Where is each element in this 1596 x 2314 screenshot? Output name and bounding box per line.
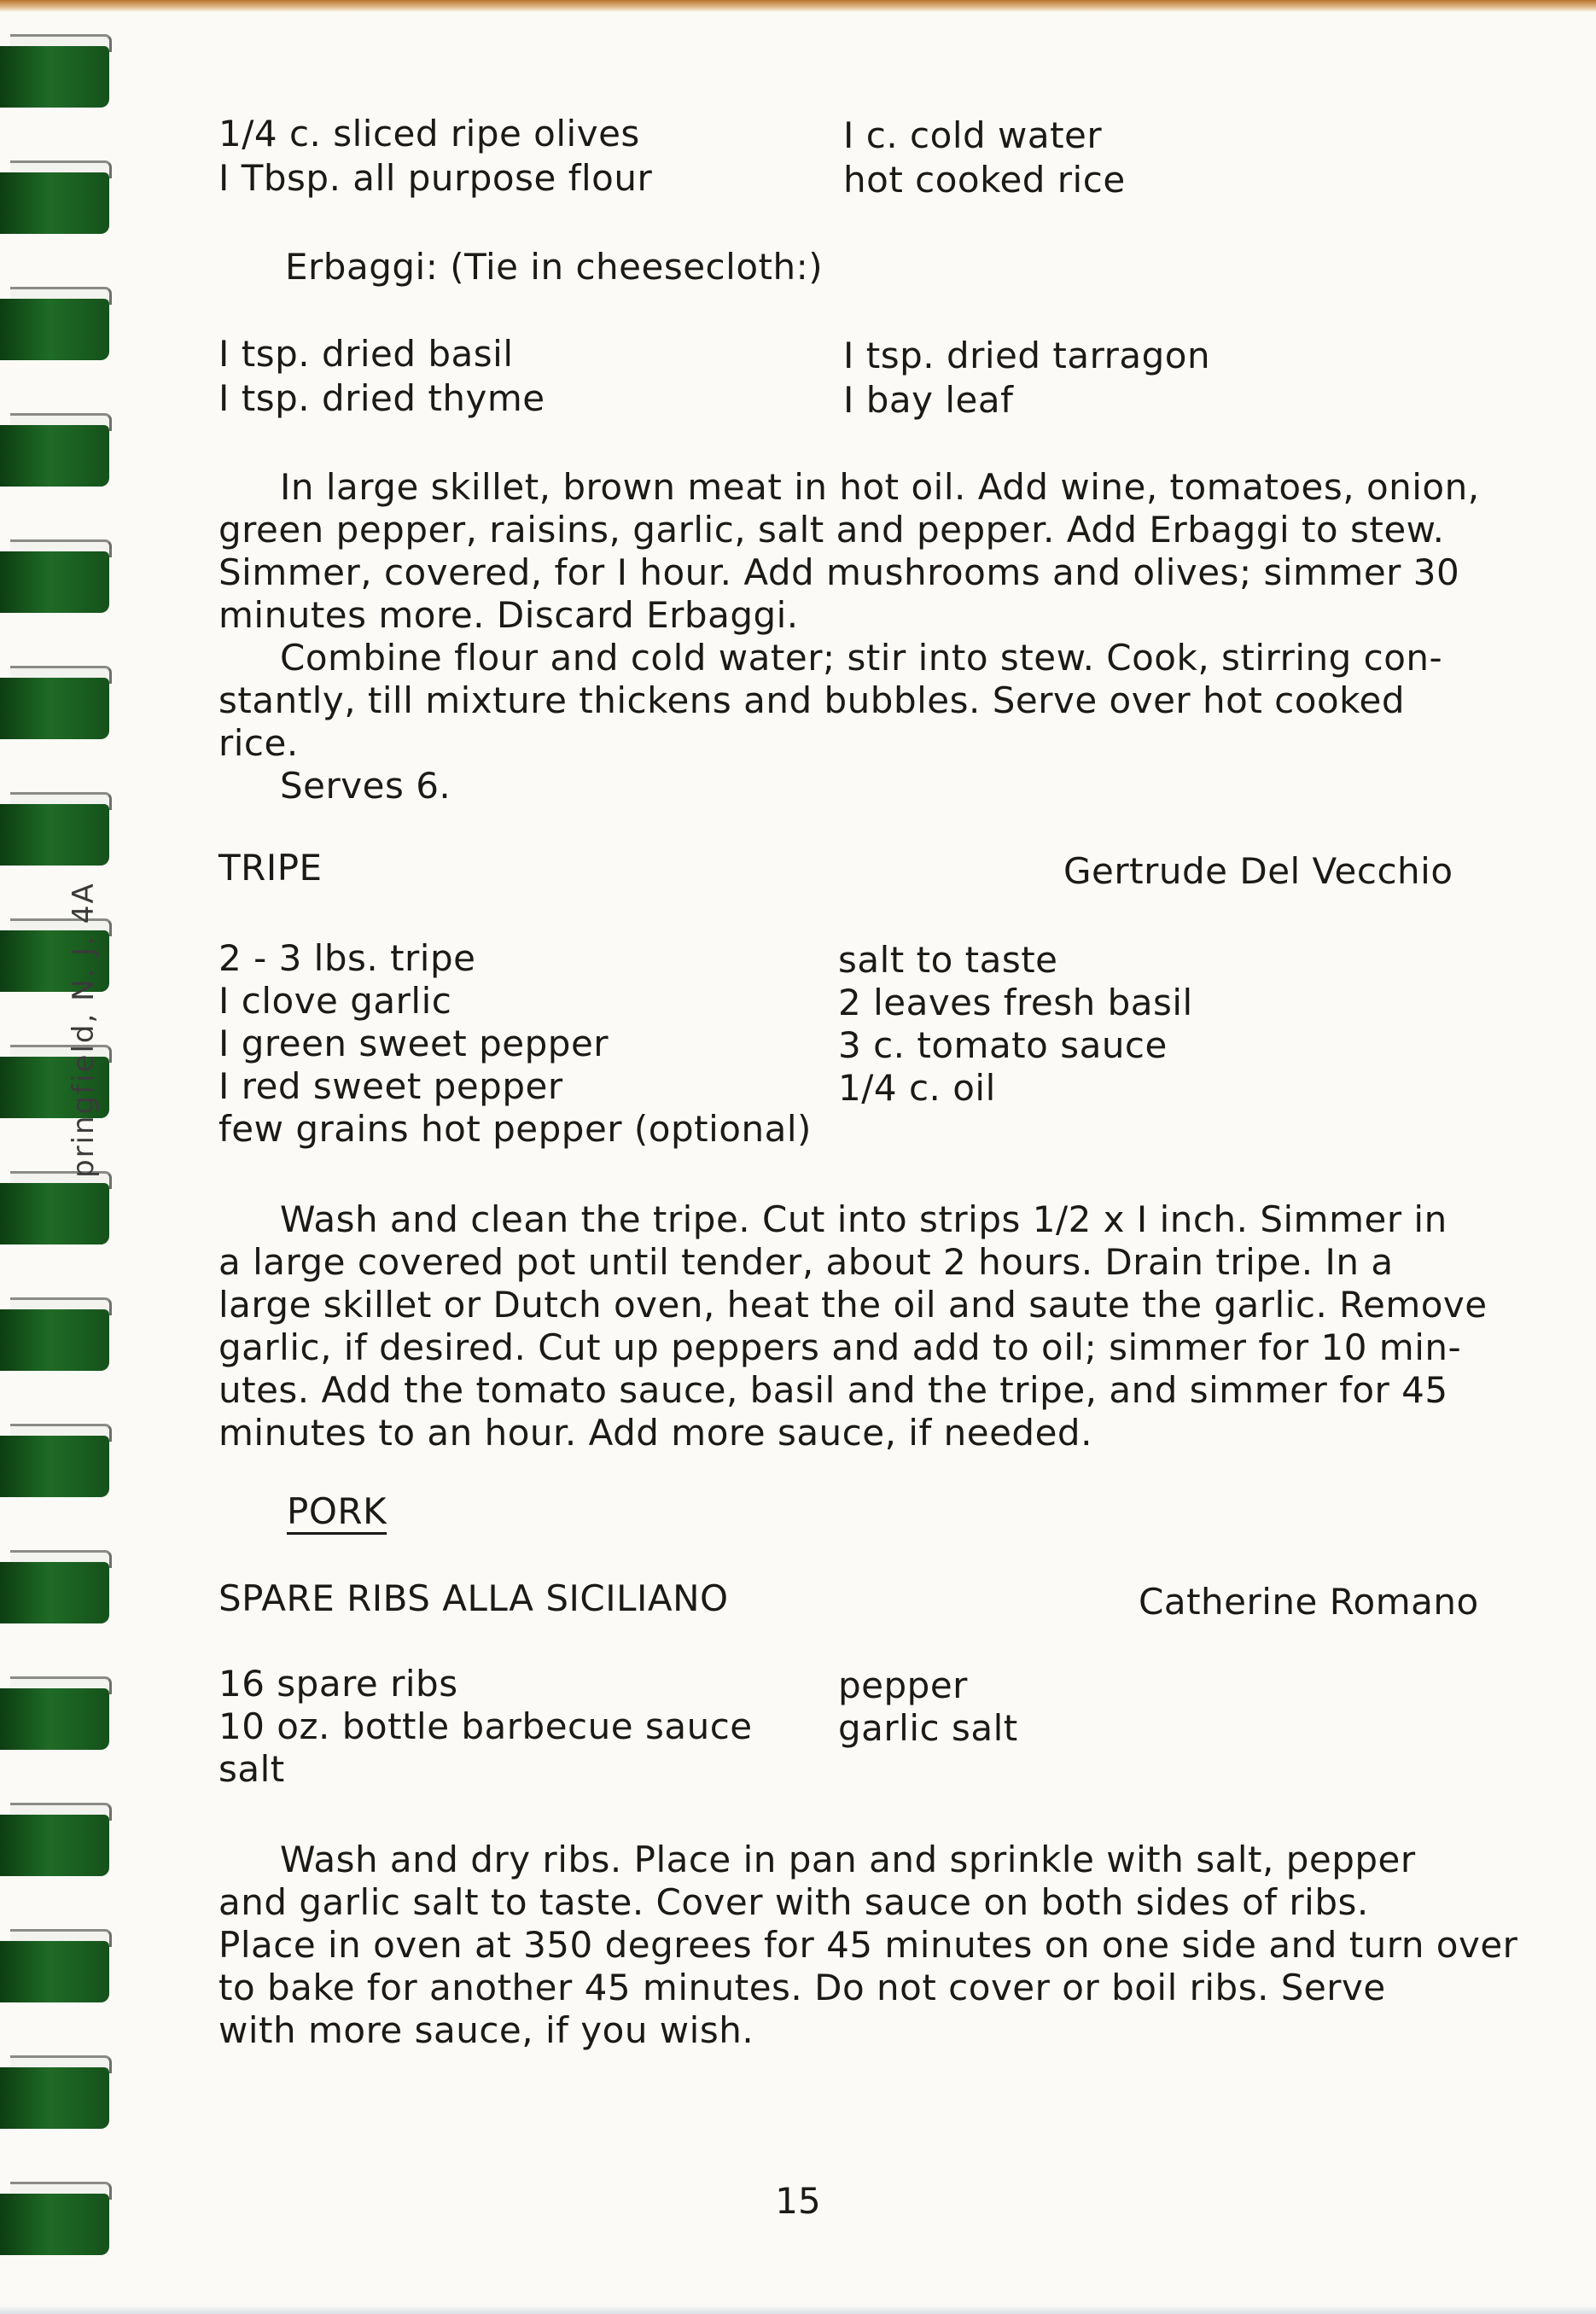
- tripe-author: Gertrude Del Vecchio: [1063, 850, 1453, 892]
- binding-ring: [0, 287, 111, 369]
- tripe-ingredient: I red sweet pepper: [218, 1065, 563, 1107]
- direction-line: Wash and dry ribs. Place in pan and sprinkle with salt, pepper: [280, 1839, 1416, 1880]
- spare-ribs-title: SPARE RIBS ALLA SICILIANO: [218, 1577, 729, 1619]
- tripe-title: TRIPE: [218, 847, 323, 889]
- binding-ring: [0, 1929, 111, 2011]
- direction-line: large skillet or Dutch oven, heat the oil and saute the garlic. Remove: [218, 1284, 1488, 1326]
- binding-ring: [0, 160, 111, 242]
- rice-ingredient: hot cooked rice: [843, 159, 1126, 201]
- stew-directions: [218, 466, 1533, 807]
- spare-ribs-ingredient: salt: [218, 1748, 285, 1790]
- direction-line: and garlic salt to taste. Cover with sauce on both sides of ribs.: [218, 1881, 1369, 1923]
- direction-line: stantly, till mixture thickens and bubbles. Serve over hot cooked: [218, 679, 1405, 721]
- binding-ring: [0, 413, 111, 495]
- direction-line: garlic, if desired. Cut up peppers and add to oil; simmer for 10 min-: [218, 1326, 1462, 1368]
- binding-ring: [0, 1550, 111, 1632]
- direction-line: Simmer, covered, for I hour. Add mushrooms and olives; simmer 30: [218, 551, 1460, 593]
- binding-ring: [0, 1803, 111, 1885]
- direction-line: a large covered pot until tender, about 2 hours. Drain tripe. In a: [218, 1241, 1394, 1283]
- basil-ingredient: I tsp. dried basil: [218, 333, 514, 375]
- binding-ring: [0, 1171, 111, 1253]
- section-heading-pork: PORK: [287, 1490, 387, 1532]
- page-bottom-edge: [0, 2305, 1596, 2314]
- binding-ring: [0, 2055, 111, 2137]
- binding-ring: [0, 539, 111, 621]
- page-number: 15: [775, 2180, 821, 2222]
- thyme-ingredient: I tsp. dried thyme: [218, 377, 545, 419]
- direction-line: rice.: [218, 722, 299, 764]
- tripe-ingredient: 3 c. tomato sauce: [838, 1024, 1168, 1066]
- bay-leaf-ingredient: I bay leaf: [843, 379, 1014, 421]
- tripe-ingredient: 1/4 c. oil: [838, 1067, 996, 1109]
- direction-line: green pepper, raisins, garlic, salt and pepper. Add Erbaggi to stew.: [218, 509, 1445, 551]
- binding-ring: [0, 1676, 111, 1758]
- binding-ring: [0, 1297, 111, 1379]
- binding-ring: [0, 1424, 111, 1506]
- spare-ribs-ingredient: garlic salt: [838, 1707, 1018, 1749]
- spare-ribs-author: Catherine Romano: [1139, 1581, 1479, 1623]
- spare-ribs-ingredient: 10 oz. bottle barbecue sauce: [218, 1705, 753, 1747]
- tripe-ingredient: 2 - 3 lbs. tripe: [218, 937, 476, 979]
- tarragon-ingredient: I tsp. dried tarragon: [843, 335, 1211, 376]
- spare-ribs-ingredient: pepper: [838, 1664, 968, 1706]
- direction-line: Place in oven at 350 degrees for 45 minutes on one side and turn over: [218, 1924, 1518, 1966]
- direction-line: Wash and clean the tripe. Cut into strips 1/2 x I inch. Simmer in: [280, 1198, 1447, 1240]
- page-top-edge: [0, 0, 1596, 12]
- flour-ingredient: I Tbsp. all purpose flour: [218, 157, 653, 199]
- tripe-ingredient: few grains hot pepper (optional): [218, 1108, 812, 1150]
- direction-line: minutes more. Discard Erbaggi.: [218, 594, 799, 636]
- direction-line: with more sauce, if you wish.: [218, 2009, 754, 2051]
- tripe-directions: [218, 1198, 1533, 1454]
- direction-line: to bake for another 45 minutes. Do not cover or boil ribs. Serve: [218, 1967, 1386, 2008]
- erbaggi-heading: Erbaggi: (Tie in cheesecloth:): [285, 246, 824, 288]
- water-ingredient: I c. cold water: [843, 114, 1103, 156]
- binding-imprint: pringfield, N. J. 4A: [67, 882, 101, 1178]
- binding-ring: [0, 34, 111, 116]
- tripe-ingredient: I clove garlic: [218, 980, 452, 1022]
- serves-line: Serves 6.: [280, 765, 451, 807]
- tripe-ingredient: I green sweet pepper: [218, 1023, 609, 1064]
- olives-ingredient: 1/4 c. sliced ripe olives: [218, 113, 640, 154]
- tripe-ingredient: 2 leaves fresh basil: [838, 982, 1193, 1023]
- direction-line: minutes to an hour. Add more sauce, if needed.: [218, 1412, 1092, 1454]
- tripe-ingredient: salt to taste: [838, 939, 1058, 981]
- spare-ribs-directions: [218, 1839, 1533, 2052]
- direction-line: In large skillet, brown meat in hot oil. Add wine, tomatoes, onion,: [280, 466, 1480, 508]
- spare-ribs-ingredient: 16 spare ribs: [218, 1663, 458, 1705]
- direction-line: utes. Add the tomato sauce, basil and the tripe, and simmer for 45: [218, 1369, 1448, 1411]
- spiral-binding: [0, 0, 119, 2314]
- direction-line: Combine flour and cold water; stir into stew. Cook, stirring con-: [280, 637, 1443, 679]
